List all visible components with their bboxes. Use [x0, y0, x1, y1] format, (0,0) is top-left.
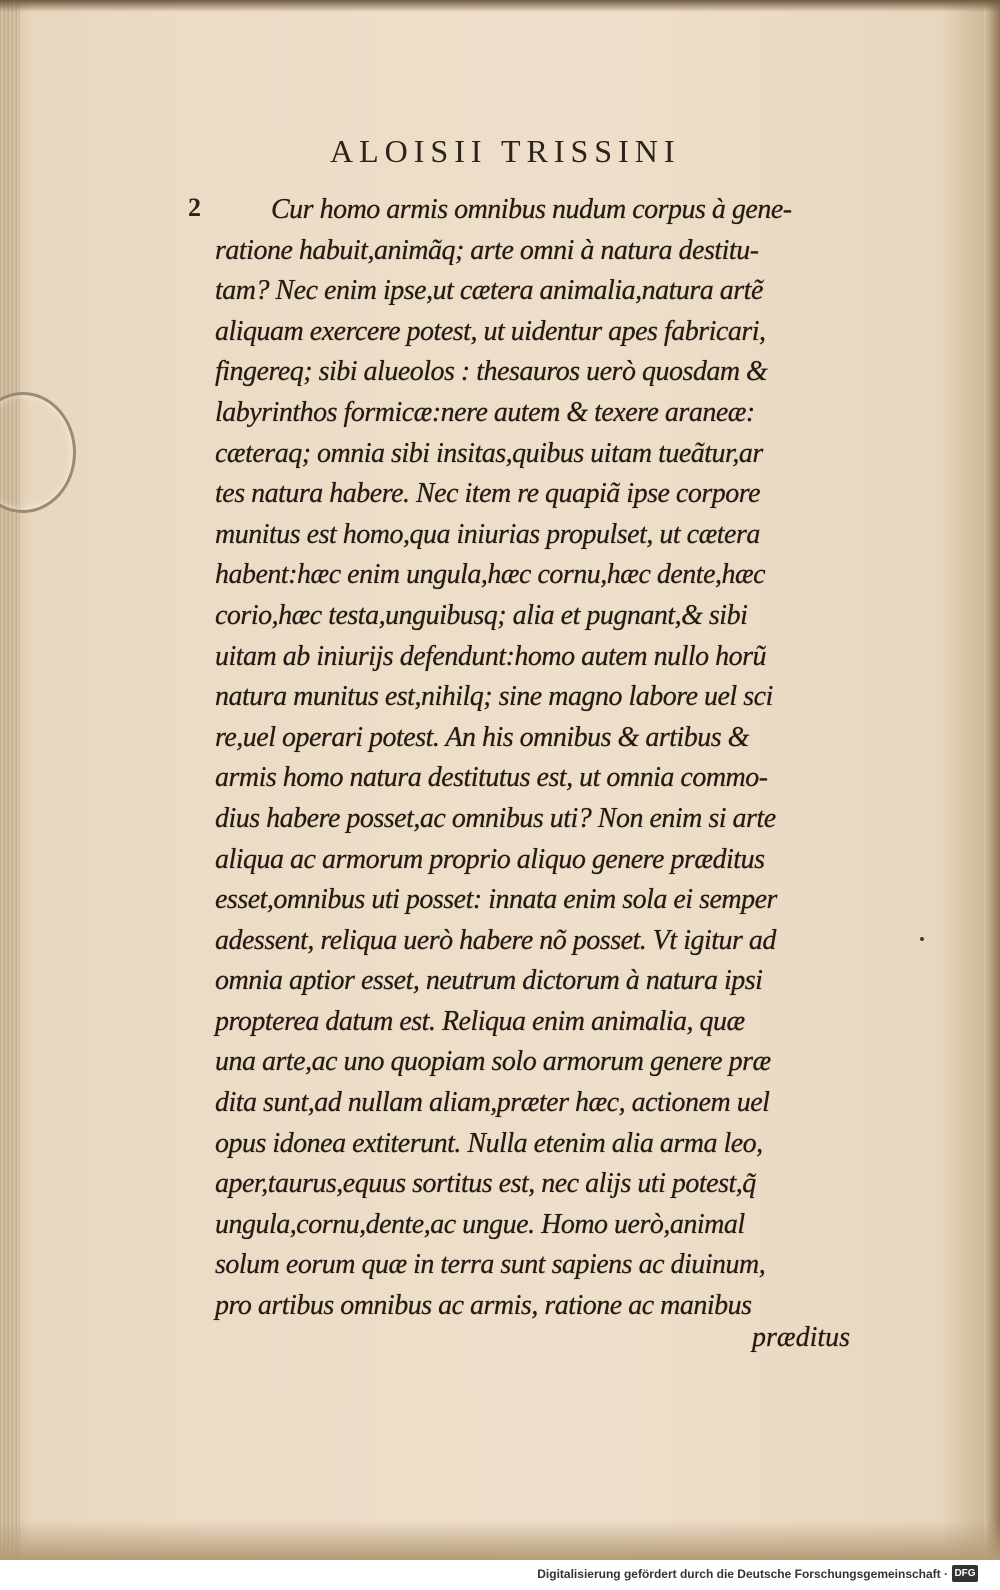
- text-line: opus idonea extiterunt. Nulla etenim alia arma leo,: [215, 1127, 763, 1159]
- funding-credit: Digitalisierung gefördert durch die Deutsche Forschungsgemeinschaft ·: [537, 1567, 948, 1581]
- text-line: adessent, reliqua uerò habere nõ posset. Vt igitur ad: [215, 924, 776, 956]
- signature-number: 2: [188, 193, 201, 222]
- page-edge-left: [0, 0, 20, 1560]
- body-text: [215, 190, 875, 1327]
- page-edge-right: [984, 0, 1000, 1560]
- text-line: tes natura habere. Nec item re quapiã ipse corpore: [215, 478, 761, 510]
- page-top-shadow: [0, 0, 1000, 12]
- ink-speck: [920, 937, 924, 941]
- text-line: munitus est homo,qua iniurias propulset, ut cætera: [215, 518, 760, 550]
- text-line: uitam ab iniurijs defendunt:homo autem nullo horũ: [215, 640, 767, 672]
- text-line: natura munitus est,nihilq; sine magno labore uel sci: [215, 681, 773, 713]
- text-line: corio,hæc testa,unguibusq; alia et pugnant,& sibi: [215, 599, 748, 631]
- text-line: propterea datum est. Reliqua enim animalia, quæ: [215, 1005, 745, 1037]
- text-line: ungula,cornu,dente,ac ungue. Homo uerò,animal: [215, 1208, 745, 1240]
- text-line: cæteraq; omnia sibi insitas,quibus uitam tueãtur,ar: [215, 437, 763, 469]
- text-line: aliqua ac armorum proprio aliquo genere præditus: [215, 843, 765, 875]
- text-line: omnia aptior esset, neutrum dictorum à natura ipsi: [215, 965, 763, 997]
- text-line: pro artibus omnibus ac armis, ratione ac manibus: [215, 1290, 752, 1322]
- text-line: solum eorum quæ in terra sunt sapiens ac diuinum,: [215, 1249, 766, 1281]
- text-line: aper,taurus,equus sortitus est, nec alijs uti potest,q̃: [215, 1168, 756, 1200]
- text-line: tam? Nec enim ipse,ut cætera animalia,natura artẽ: [215, 275, 763, 307]
- paper-clip-mark: [0, 392, 76, 513]
- catchword: præditus: [752, 1322, 851, 1353]
- text-line: armis homo natura destitutus est, ut omnia commo-: [215, 762, 768, 794]
- running-head: ALOISII TRISSINI: [330, 133, 681, 169]
- text-line: una arte,ac uno quopiam solo armorum genere præ: [215, 1046, 771, 1078]
- text-line: re,uel operari potest. An his omnibus & artibus &: [215, 721, 749, 753]
- text-line: Cur homo armis omnibus nudum corpus à gene-: [271, 194, 792, 225]
- text-line: aliquam exercere potest, ut uidentur apes fabricari,: [215, 315, 766, 347]
- footer-bar: [0, 1560, 1000, 1590]
- text-line: fingereq; sibi alueolos : thesauros uerò quosdam &: [215, 356, 768, 388]
- text-line: ratione habuit,animãq; arte omni à natura destitu-: [215, 234, 759, 266]
- text-line: esset,omnibus uti posset: innata enim sola ei semper: [215, 884, 777, 916]
- text-line: dita sunt,ad nullam aliam,præter hæc, actionem uel: [215, 1087, 770, 1119]
- text-line: dius habere posset,ac omnibus uti? Non enim si arte: [215, 802, 776, 834]
- dfg-logo: DFG: [952, 1565, 978, 1582]
- page-bottom-shadow: [0, 1520, 1000, 1560]
- text-line: habent:hæc enim ungula,hæc cornu,hæc dente,hæc: [215, 559, 766, 591]
- text-line: labyrinthos formicæ:nere autem & texere araneæ:: [215, 396, 755, 428]
